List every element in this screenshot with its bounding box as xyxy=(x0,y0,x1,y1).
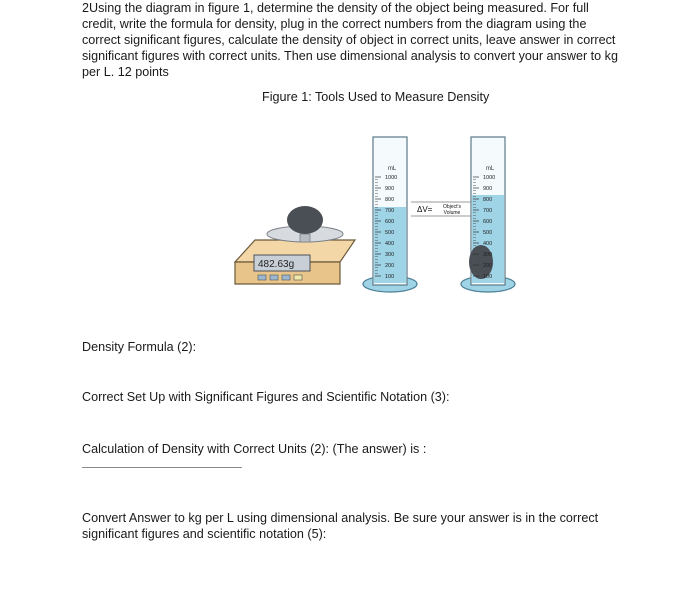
object-volume-line1: Object's xyxy=(443,204,461,210)
cylinder-right-tick-label: 600 xyxy=(483,219,493,225)
cylinder-left-tick-label: 700 xyxy=(385,208,395,214)
cylinder-left xyxy=(363,137,417,292)
calculation-prompt: Calculation of Density with Correct Units (2): (The answer) is : xyxy=(82,442,427,456)
cylinder-right-tick-label: 400 xyxy=(483,241,493,247)
cylinder-left-tick-label: 800 xyxy=(385,197,395,203)
cylinder-left-tick-label: 500 xyxy=(385,230,395,236)
delta-v-annotation xyxy=(411,202,474,216)
cylinder-left-tick-label: 200 xyxy=(385,263,395,269)
cylinder-right-tick-label: 700 xyxy=(483,208,493,214)
density-tools-figure xyxy=(230,112,530,312)
density-formula-prompt: Density Formula (2): xyxy=(82,340,197,354)
cylinder-left-tick-label: 100 xyxy=(385,274,395,280)
cylinder-left-tick-label: 600 xyxy=(385,219,395,225)
cylinder-right-tick-label: 1000 xyxy=(483,175,496,181)
convert-prompt: Convert Answer to kg per L using dimensional analysis. Be sure your answer is in the correct significant figures and scientific notation (5): xyxy=(82,511,599,541)
cylinder-left-tick-label: 400 xyxy=(385,241,395,247)
figure-caption: Figure 1: Tools Used to Measure Density xyxy=(262,90,490,104)
cylinder-right-tick-label: 800 xyxy=(483,197,493,203)
object-volume-line2: Volume xyxy=(443,210,461,216)
cylinder-left-tick-label: 300 xyxy=(385,252,395,258)
rock-on-scale xyxy=(287,206,323,234)
scale-reading: 482.63g xyxy=(258,259,295,270)
cylinder-left-unit: mL xyxy=(387,166,397,172)
cylinder-right-tick-label: 200 xyxy=(483,263,493,269)
cylinder-left-tick-label: 900 xyxy=(385,186,395,192)
cylinder-right-tick-label: 300 xyxy=(483,252,493,258)
cylinder-right xyxy=(461,137,515,292)
question-text: 2Using the diagram in figure 1, determine the density of the object being measured. For full credit, write the formula for density, plug in the correct numbers from the diagram using the correct significant figures, calculate the density of object in correct units, leave answer in correct significant figures with correct units. Then use dimensional analysis to convert your answer to kg per L. 12 points xyxy=(82,1,618,79)
cylinder-right-tick-label: 900 xyxy=(483,186,493,192)
setup-prompt: Correct Set Up with Significant Figures and Scientific Notation (3): xyxy=(82,390,450,404)
delta-v-label: ΔV= xyxy=(417,205,433,214)
cylinder-right-tick-label: 500 xyxy=(483,230,493,236)
answer-blank-line xyxy=(82,467,242,468)
cylinder-right-unit: mL xyxy=(485,166,495,172)
cylinder-right-tick-label: 100 xyxy=(483,274,493,280)
cylinder-left-tick-label: 1000 xyxy=(385,175,398,181)
balance-illustration xyxy=(235,206,355,284)
